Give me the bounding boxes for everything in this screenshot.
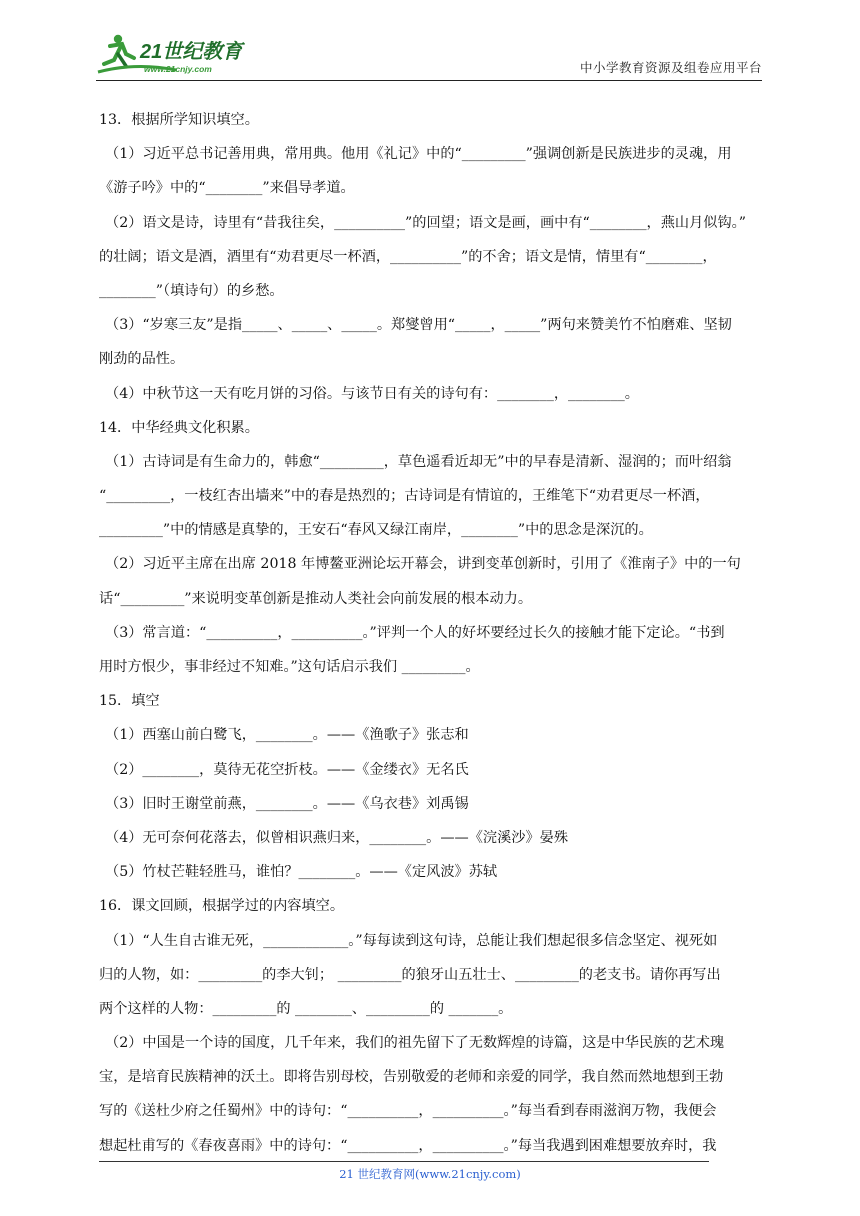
footer-divider (99, 1161, 709, 1162)
text-line: 话“_________”来说明变革创新是推动人类社会向前发展的根本动力。 (99, 590, 533, 607)
text-line: ________”（填诗句）的乡愁。 (99, 282, 284, 299)
document-body (99, 103, 765, 1163)
text-line: 用时方恨少，事非经过不知难。”这句话启示我们 _________。 (99, 659, 480, 675)
text-line: “_________，一枝红杏出墙来”中的春是热烈的；古诗词是有情谊的，王维笔下“劝君更尽一杯酒， (99, 488, 710, 505)
footer-source[interactable]: 21 世纪教育网(www.21cnjy.com) (339, 1167, 521, 1181)
text-line: （5）竹杖芒鞋轻胜马，谁怕？________。——《定风波》苏轼 (105, 864, 498, 881)
text-line: （2）________，莫待无花空折枝。——《金缕衣》无名氏 (105, 761, 469, 778)
text-line: （3）旧时王谢堂前燕，________。——《乌衣巷》刘禹锡 (105, 795, 469, 812)
text-line: （2）中国是一个诗的国度，几千年来，我们的祖先留下了无数辉煌的诗篇，这是中华民族的艺术瑰 (105, 1035, 725, 1052)
text-line: （3）“岁寒三友”是指_____、_____、_____。郑燮曾用“_____，_____”两句来赞美竹不怕磨难、坚韧 (105, 317, 732, 334)
text-line: 想起杜甫写的《春夜喜雨》中的诗句：“__________，__________。”每当我遇到困难想要放弃时，我 (99, 1137, 717, 1154)
logo-title: 21世纪教育 (140, 41, 243, 63)
text-line: （1）习近平总书记善用典，常用典。他用《礼记》中的“_________”强调创新是民族进步的灵魂，用 (105, 146, 732, 163)
text-line: 写的《送杜少府之任蜀州》中的诗句：“__________，__________。”每当看到春雨滋润万物，我便会 (99, 1103, 717, 1120)
text-line: （2）习近平主席在出席 2018 年博鳌亚洲论坛开幕会，讲到变革创新时，引用了《淮南子》中的一句 (105, 556, 741, 573)
text-line: （2）语文是诗，诗里有“昔我往矣，__________”的回望；语文是画，画中有“________，燕山月似钩。” (105, 214, 747, 231)
header-platform-label: 中小学教育资源及组卷应用平台 (579, 60, 762, 75)
text-line: （3）常言道：“__________，__________。”评判一个人的好坏要经过长久的接触才能下定论。“书到 (105, 624, 725, 641)
text-line: 13．根据所学知识填空。 (99, 112, 259, 128)
text-line: （4）无可奈何花落去，似曾相识燕归来，________。——《浣溪沙》晏殊 (105, 829, 569, 846)
logo-21cnjy (96, 32, 266, 76)
text-line: 归的人物，如：_________的李大钊； _________的狼牙山五壮士、_________的老支书。请你再写出 (99, 966, 721, 983)
text-line: 16．课文回顾，根据学过的内容填空。 (99, 898, 345, 915)
text-line: （1）“人生自古谁无死，____________。”每每读到这句诗，总能让我们想起很多信念坚定、视死如 (105, 932, 718, 949)
text-line: （1）古诗词是有生命力的，韩愈“_________，草色遥看近却无”中的早春是清新、湿润的；而叶绍翁 (105, 453, 732, 470)
text-line: 刚劲的品性。 (99, 351, 185, 368)
page-header (96, 32, 762, 81)
text-line: 宝，是培育民族精神的沃土。即将告别母校，告别敬爱的老师和亲爱的同学，我自然而然地想到王勃 (99, 1069, 724, 1086)
text-line: 14．中华经典文化积累。 (99, 419, 259, 436)
text-line: （4）中秋节这一天有吃月饼的习俗。与该节日有关的诗句有：________，________。 (105, 385, 639, 402)
text-line: 《游子吟》中的“________”来倡导孝道。 (99, 180, 355, 197)
text-line: _________”中的情感是真挚的，王安石“春风又绿江南岸，________”中的思念是深沉的。 (99, 522, 653, 539)
text-line: 两个这样的人物：_________的 ________、_________的 _______。 (99, 1000, 513, 1017)
text-line: （1）西塞山前白鹭飞，________。——《渔歌子》张志和 (105, 727, 469, 744)
text-line: 的壮阔；语文是酒，酒里有“劝君更尽一杯酒，__________”的不舍；语文是情，情里有“________， (99, 248, 717, 265)
text-line: 15．填空 (99, 693, 160, 710)
logo-url: www.21cnjy.com (144, 64, 212, 74)
